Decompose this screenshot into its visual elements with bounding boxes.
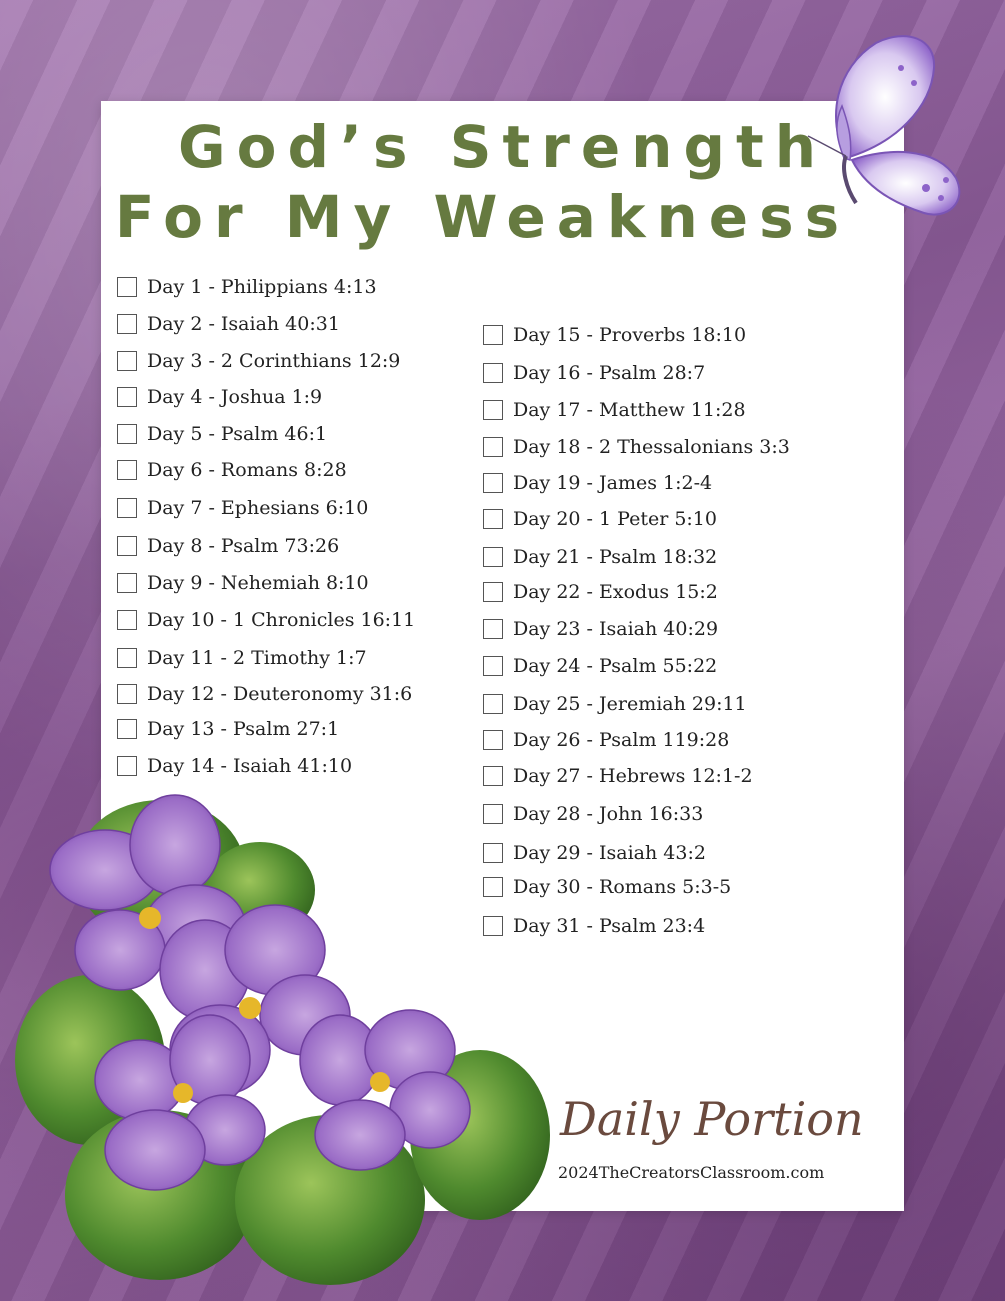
checkbox[interactable] bbox=[117, 719, 137, 739]
checkbox[interactable] bbox=[483, 437, 503, 457]
checkbox[interactable] bbox=[483, 400, 503, 420]
checkbox[interactable] bbox=[117, 536, 137, 556]
checklist-item-label: Day 20 - 1 Peter 5:10 bbox=[513, 508, 717, 530]
checklist-item bbox=[117, 533, 339, 559]
checklist-item bbox=[117, 607, 415, 633]
checklist-item bbox=[117, 645, 367, 671]
checklist-item bbox=[117, 311, 340, 337]
checklist-item-label: Day 25 - Jeremiah 29:11 bbox=[513, 693, 747, 715]
checklist-item-label: Day 13 - Psalm 27:1 bbox=[147, 718, 340, 740]
checklist-item-label: Day 17 - Matthew 11:28 bbox=[513, 399, 746, 421]
checkbox[interactable] bbox=[483, 766, 503, 786]
checklist-item bbox=[483, 763, 753, 789]
checkbox[interactable] bbox=[483, 694, 503, 714]
checklist-item-label: Day 18 - 2 Thessalonians 3:3 bbox=[513, 436, 790, 458]
checkbox[interactable] bbox=[483, 582, 503, 602]
checklist-item bbox=[117, 457, 347, 483]
checklist-item-label: Day 3 - 2 Corinthians 12:9 bbox=[147, 350, 401, 372]
checkbox[interactable] bbox=[117, 610, 137, 630]
checklist-item-label: Day 14 - Isaiah 41:10 bbox=[147, 755, 353, 777]
checkbox[interactable] bbox=[117, 573, 137, 593]
checkbox[interactable] bbox=[117, 277, 137, 297]
checklist-item-label: Day 1 - Philippians 4:13 bbox=[147, 276, 377, 298]
checkbox[interactable] bbox=[117, 314, 137, 334]
checklist-item-label: Day 24 - Psalm 55:22 bbox=[513, 655, 718, 677]
checklist-item-label: Day 19 - James 1:2-4 bbox=[513, 472, 713, 494]
checkbox[interactable] bbox=[483, 547, 503, 567]
checklist-item-label: Day 23 - Isaiah 40:29 bbox=[513, 618, 719, 640]
violet-flowers-illustration bbox=[10, 790, 555, 1290]
checklist-item-label: Day 2 - Isaiah 40:31 bbox=[147, 313, 340, 335]
checklist-item bbox=[483, 470, 712, 496]
checklist-item bbox=[483, 322, 746, 348]
checklist-item-label: Day 7 - Ephesians 6:10 bbox=[147, 497, 369, 519]
checkbox[interactable] bbox=[483, 619, 503, 639]
checklist-item-label: Day 30 - Romans 5:3-5 bbox=[513, 876, 732, 898]
checkbox[interactable] bbox=[117, 648, 137, 668]
checkbox[interactable] bbox=[117, 424, 137, 444]
checklist-item-label: Day 27 - Hebrews 12:1-2 bbox=[513, 765, 753, 787]
checklist-item-label: Day 12 - Deuteronomy 31:6 bbox=[147, 683, 413, 705]
checklist-item bbox=[117, 421, 327, 447]
title-line-2: For My Weakness bbox=[114, 183, 851, 251]
daily-portion-logo: Daily Portion bbox=[560, 1092, 864, 1146]
checklist-item-label: Day 9 - Nehemiah 8:10 bbox=[147, 572, 369, 594]
checklist-item bbox=[117, 274, 377, 300]
checklist-item-label: Day 16 - Psalm 28:7 bbox=[513, 362, 706, 384]
checklist-item-label: Day 10 - 1 Chronicles 16:11 bbox=[147, 609, 416, 631]
page-title bbox=[101, 112, 904, 252]
checklist-item bbox=[483, 691, 747, 717]
checklist-item-label: Day 8 - Psalm 73:26 bbox=[147, 535, 340, 557]
checklist-item bbox=[483, 727, 729, 753]
checkbox[interactable] bbox=[117, 756, 137, 776]
checkbox[interactable] bbox=[483, 656, 503, 676]
checkbox[interactable] bbox=[483, 730, 503, 750]
checklist-item-label: Day 29 - Isaiah 43:2 bbox=[513, 842, 706, 864]
checkbox[interactable] bbox=[483, 473, 503, 493]
checklist-item bbox=[483, 360, 705, 386]
checklist-item bbox=[117, 384, 322, 410]
checkbox[interactable] bbox=[117, 498, 137, 518]
checklist-item bbox=[117, 681, 412, 707]
checklist-item-label: Day 5 - Psalm 46:1 bbox=[147, 423, 328, 445]
checklist-item bbox=[483, 616, 718, 642]
checklist-item bbox=[483, 397, 746, 423]
title-line-1: God’s Strength bbox=[178, 113, 827, 181]
checklist-item-label: Day 6 - Romans 8:28 bbox=[147, 459, 347, 481]
checkbox[interactable] bbox=[117, 351, 137, 371]
checklist-item-label: Day 22 - Exodus 15:2 bbox=[513, 581, 718, 603]
checkbox[interactable] bbox=[483, 363, 503, 383]
checkbox[interactable] bbox=[117, 460, 137, 480]
checklist-item bbox=[483, 653, 717, 679]
checklist-item-label: Day 21 - Psalm 18:32 bbox=[513, 546, 718, 568]
checklist-item bbox=[483, 579, 718, 605]
butterfly-icon bbox=[806, 28, 971, 223]
checklist-item-label: Day 11 - 2 Timothy 1:7 bbox=[147, 647, 367, 669]
checklist-item bbox=[117, 495, 368, 521]
checklist-item bbox=[483, 506, 717, 532]
checkbox[interactable] bbox=[483, 509, 503, 529]
checkbox[interactable] bbox=[117, 387, 137, 407]
checklist-item bbox=[483, 434, 790, 460]
website-url: 2024TheCreatorsClassroom.com bbox=[558, 1163, 825, 1182]
checklist-item bbox=[483, 544, 717, 570]
checklist-item bbox=[117, 570, 369, 596]
checkbox[interactable] bbox=[483, 325, 503, 345]
checklist-item-label: Day 26 - Psalm 119:28 bbox=[513, 729, 730, 751]
checkbox[interactable] bbox=[117, 684, 137, 704]
checklist-item-label: Day 28 - John 16:33 bbox=[513, 803, 704, 825]
checklist-item bbox=[117, 716, 339, 742]
checklist-item bbox=[117, 753, 352, 779]
checklist-item-label: Day 31 - Psalm 23:4 bbox=[513, 915, 706, 937]
checklist-item bbox=[117, 348, 400, 374]
checklist-item-label: Day 15 - Proverbs 18:10 bbox=[513, 324, 747, 346]
checklist-item-label: Day 4 - Joshua 1:9 bbox=[147, 386, 323, 408]
